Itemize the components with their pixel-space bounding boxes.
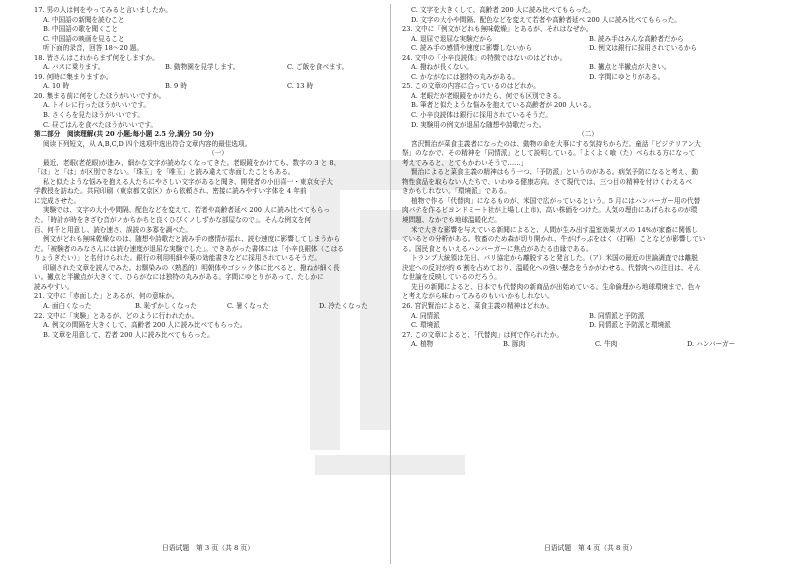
answer-option: A. 10 時 <box>43 82 70 91</box>
left-line: 第二部分 阅读理解(共 20 小题;每小题 2.5 分,满分 50 分) <box>34 130 214 139</box>
right-line: 26. 宮沢賢治によると、菜食主義の精神はどれか。 <box>402 301 554 310</box>
left-line: 听下面的录音，回答 18～20 题。 <box>43 44 144 53</box>
right-line: 植物で作る「代替肉」になるものが、米国で広がっているという。5 月にはハンバーガー用の代替 <box>411 196 701 205</box>
left-line: 印刷された文章を読んでみた。お馴染みの（熟悉的）明朝体やゴシック体に比べると、撥ねが細く長 <box>43 263 340 272</box>
answer-option: B. 撇点と半撇点が大きい。 <box>589 63 671 72</box>
left-line: 例文がどれも無味乾燥なのは、随想や詩歌だと読み手の感情が揺れ、読む速度に影響してしまうから <box>43 235 341 244</box>
left-line: 「ほ」と「は」が区別できない。「珠玉」を「唯玉」と読み違えて赤面したこともある。 <box>34 168 295 177</box>
right-line: 境問題、なかでも地球温暖化だ。 <box>402 216 501 225</box>
right-options-row <box>402 312 774 322</box>
answer-option: C. 13 時 <box>287 82 314 91</box>
right-line: 米で大きな影響を与えている新聞によると、人間が生み出す温室効果ガスの 14%が家畜に関係し <box>411 225 699 234</box>
right-line: と考えながら味わってみるのもいいかもしれない。 <box>402 292 554 301</box>
left-line: 学教授を訪ねた。共同印刷（東京都文京区）から依頼され、密接に読みやすい字体を 4 年前 <box>34 187 307 196</box>
answer-option: C. 環境派 <box>411 321 440 330</box>
right-line: D. 文字の大小や間隔、配色などを変えて若者や高齢者延べ 200 人に読み比べてもらった。 <box>411 15 681 24</box>
left-line: A. 例文の間隔を大きくして、高齢者 200 人に読み比べてもらった。 <box>43 321 247 330</box>
left-line: 私と似たような悩みを抱える人たちにやさしい文字があると聞き、開発者の小田喜一・東京女子大 <box>43 177 333 186</box>
right-options-row <box>402 35 774 45</box>
page-3-column <box>34 6 402 340</box>
right-line: （二） <box>578 130 598 139</box>
right-line: D. 実験用の例文が退屈な随想や詩歌だった。 <box>411 120 546 129</box>
answer-option: C. 読み手の感情や速度に影響しないから <box>411 44 533 53</box>
left-line: 18. 皆さんはこれからまず何をしますか。 <box>34 53 159 62</box>
left-line: 21. 文中に「赤面した」とあるが、何の意味か。 <box>34 292 179 301</box>
answer-option: A. 退屈で退屈な実験だから <box>411 34 493 43</box>
left-line: B. 中国語の歌を聞くこと <box>43 25 118 34</box>
answer-option: D. 例文は銀行に採用されているから <box>589 44 698 53</box>
right-line: ているとの分析がある。牧畜のため森が切り開かれ、牛がげっぷをはく（打嗝）ことなどが影響してい <box>402 235 706 244</box>
left-line: た。「時計が時をきざむ音がノかちかちと良くひびくノしずかな部屋なので」。そんな例文を何 <box>34 216 311 225</box>
right-options-row <box>402 340 774 350</box>
right-line: C. 文字を大きくして、高齢者 200 人に読み比べてもらった。 <box>411 6 595 14</box>
left-line: りょうぎたい）」と名付けられた。銀行の利用明細や薬の効能書きなどに採用されているそうだ。 <box>34 254 321 263</box>
answer-option: B. 9 時 <box>165 82 187 91</box>
answer-option: C. ご飯を食べます。 <box>287 63 349 72</box>
left-line: （一） <box>208 149 228 158</box>
left-line: 実験では、文字の大小や間隔、配色などを変えて、若者や高齢者延べ 200 人に読み比べてもらっ <box>43 206 330 215</box>
right-options-row <box>402 73 774 83</box>
left-line: 百、何千と用意し、読む速さ、誤読の多寡を調べた。 <box>34 225 192 234</box>
left-options-row <box>34 63 402 73</box>
left-options-row <box>34 82 402 92</box>
answer-option: B. 動物園を見学します。 <box>165 63 240 72</box>
right-options-row <box>402 321 774 331</box>
page-3-footer: 日语试题 第 3 页（共 8 页） <box>161 544 255 552</box>
right-line: B. 筆者と似たような悩みを抱えている高齢者が 200 人いる。 <box>411 101 596 110</box>
answer-option: D. ハンバーガー <box>687 340 736 349</box>
page-4-footer: 日语试题 第 4 页（共 8 页） <box>543 544 637 552</box>
left-line: だ。「被験者のみなさんには読む速度が退屈な実験でした」。できあがった書体には「小辛良銀体（こはる <box>34 244 344 253</box>
answer-option: B. 恥ずかしくなった <box>135 301 197 310</box>
right-line: 27. この文章によると、「代替肉」は何で作られたか。 <box>402 330 563 339</box>
left-line: 17. 男の人は何をやってみると言いましたか。 <box>34 6 172 14</box>
left-line: 20. 集まる前に何をしたほうがいいですか。 <box>34 91 166 100</box>
left-line: 阅读下列短文，从 A,B,C,D 四个选项中选出符合文章内容的最佳选项。 <box>43 139 252 148</box>
right-line: な世論を反映しているのだろう。 <box>402 273 501 282</box>
right-line: 25. この文章の内容に合っているのはどれか。 <box>402 82 540 91</box>
left-line: 19. 何時に集まりますか。 <box>34 72 113 81</box>
answer-option: A. 同情派 <box>411 311 440 320</box>
left-line: C. 中国語の映画を見ること <box>43 34 125 43</box>
answer-option: B. 豚肉 <box>503 340 526 349</box>
left-line: B. さくらを見たほうがいいです。 <box>43 111 144 120</box>
answer-option: D. 同情派と予防派と環境派 <box>589 321 671 330</box>
right-line: トランプ大統領は先日、パリ協定から離脱すると発言した。（ア）米国の最近の世論調査では離脱 <box>411 254 698 263</box>
right-options-row <box>402 63 774 73</box>
left-line: 最近、老眼(老花眼)が進み、細かな文字が読めなくなってきた。老眼鏡をかけても、数字の 3 と 8、 <box>43 158 341 167</box>
answer-option: A. 植物 <box>411 340 434 349</box>
answer-option: D. 冷たくなった <box>319 301 368 310</box>
answer-option: A. 面白くなった <box>43 301 92 310</box>
right-line: る。国民食ともいえるハンバーガーに焦点があたる由縁である。 <box>402 244 593 253</box>
right-line: A. 老眼だが老眼鏡をかけたら、何でも区別できる。 <box>411 91 566 100</box>
answer-option: C. 牛肉 <box>595 340 618 349</box>
answer-option: C. かながなには独特の丸みがある。 <box>411 72 519 81</box>
right-line: C. 小辛良読体は銀行に採用されているそうだ。 <box>411 111 552 120</box>
right-line: きかもしれない。「環境派」である。 <box>402 187 511 196</box>
left-options-row <box>34 302 402 312</box>
right-line: 23. 文中に「例文がどれも無味乾燥」とあるが、それはなぜか。 <box>402 25 593 34</box>
answer-option: A. バスに乗ります。 <box>43 63 105 72</box>
right-line: 祭」のなかで、その精神を「同情派」として説明している。「よくよく喰（た）べられる方になって <box>402 149 696 158</box>
left-line: A. トイレに行ったほうがいいです。 <box>43 101 151 110</box>
left-line: A. 中国語の新聞を読むこと <box>43 15 125 24</box>
right-line: 物性食品を取らない人たちで、いわゆる健康志向。さて現代では、三つ目の精神を付けくわえるべ <box>402 177 692 186</box>
answer-option: B. 同情派と予防派 <box>589 311 645 320</box>
right-line: 先日の新聞によると、日本でも代替肉の新商品が出始めている。生命倫理から地球環境まで、色々 <box>411 282 701 291</box>
right-line: 賢治によると菜食主義の精神はもう一つ、「予防派」というのがある。病気予防になると考え、動 <box>411 168 698 177</box>
right-options-row <box>402 44 774 54</box>
answer-option: D. 字間にゆとりがある。 <box>589 72 665 81</box>
left-line: 22. 文中に「実験」とあるが、どのように行われたか。 <box>34 311 199 320</box>
answer-option: A. 撥ねが長くない。 <box>411 63 473 72</box>
right-line: 決定への反対が約 6 割を占めており、温暖化への強い懸念をうかがわせる。代替肉への注目は、そん <box>402 263 701 272</box>
page-4-column <box>402 6 774 350</box>
answer-option: C. 暑くなった <box>227 301 269 310</box>
right-line: 考えてみると、とてもかわいそうで……」 <box>402 158 528 167</box>
left-line: い。撇点と半撇点が大きくて、ひらがなには独特の丸みがある。字間にゆとりがあって、たしかに <box>34 273 324 282</box>
right-line: 24. 文中の「小辛良読体」の特徴ではないのはどれか。 <box>402 53 567 62</box>
right-line: 宮沢賢治が菜食主義者になったのは、動物の命を大事にする気持ちからだ。童話「ビジテリアン大 <box>411 139 701 148</box>
left-line: 読みやすい。 <box>34 282 74 291</box>
left-line: B. 文章を用意して、若者 200 人に読み比べてもらった。 <box>43 330 214 339</box>
left-line: C. 昼ごはんを食べたほうがいいです。 <box>43 120 157 129</box>
answer-option: B. 読み手はみんな高齢者だから <box>589 34 684 43</box>
right-line: 肉パテを作るビヨンドミート社が上場し(上市)、高い株価をつけた。人気の理由にあげられるのが環 <box>402 206 698 215</box>
left-line: に完成させた。 <box>34 196 81 205</box>
